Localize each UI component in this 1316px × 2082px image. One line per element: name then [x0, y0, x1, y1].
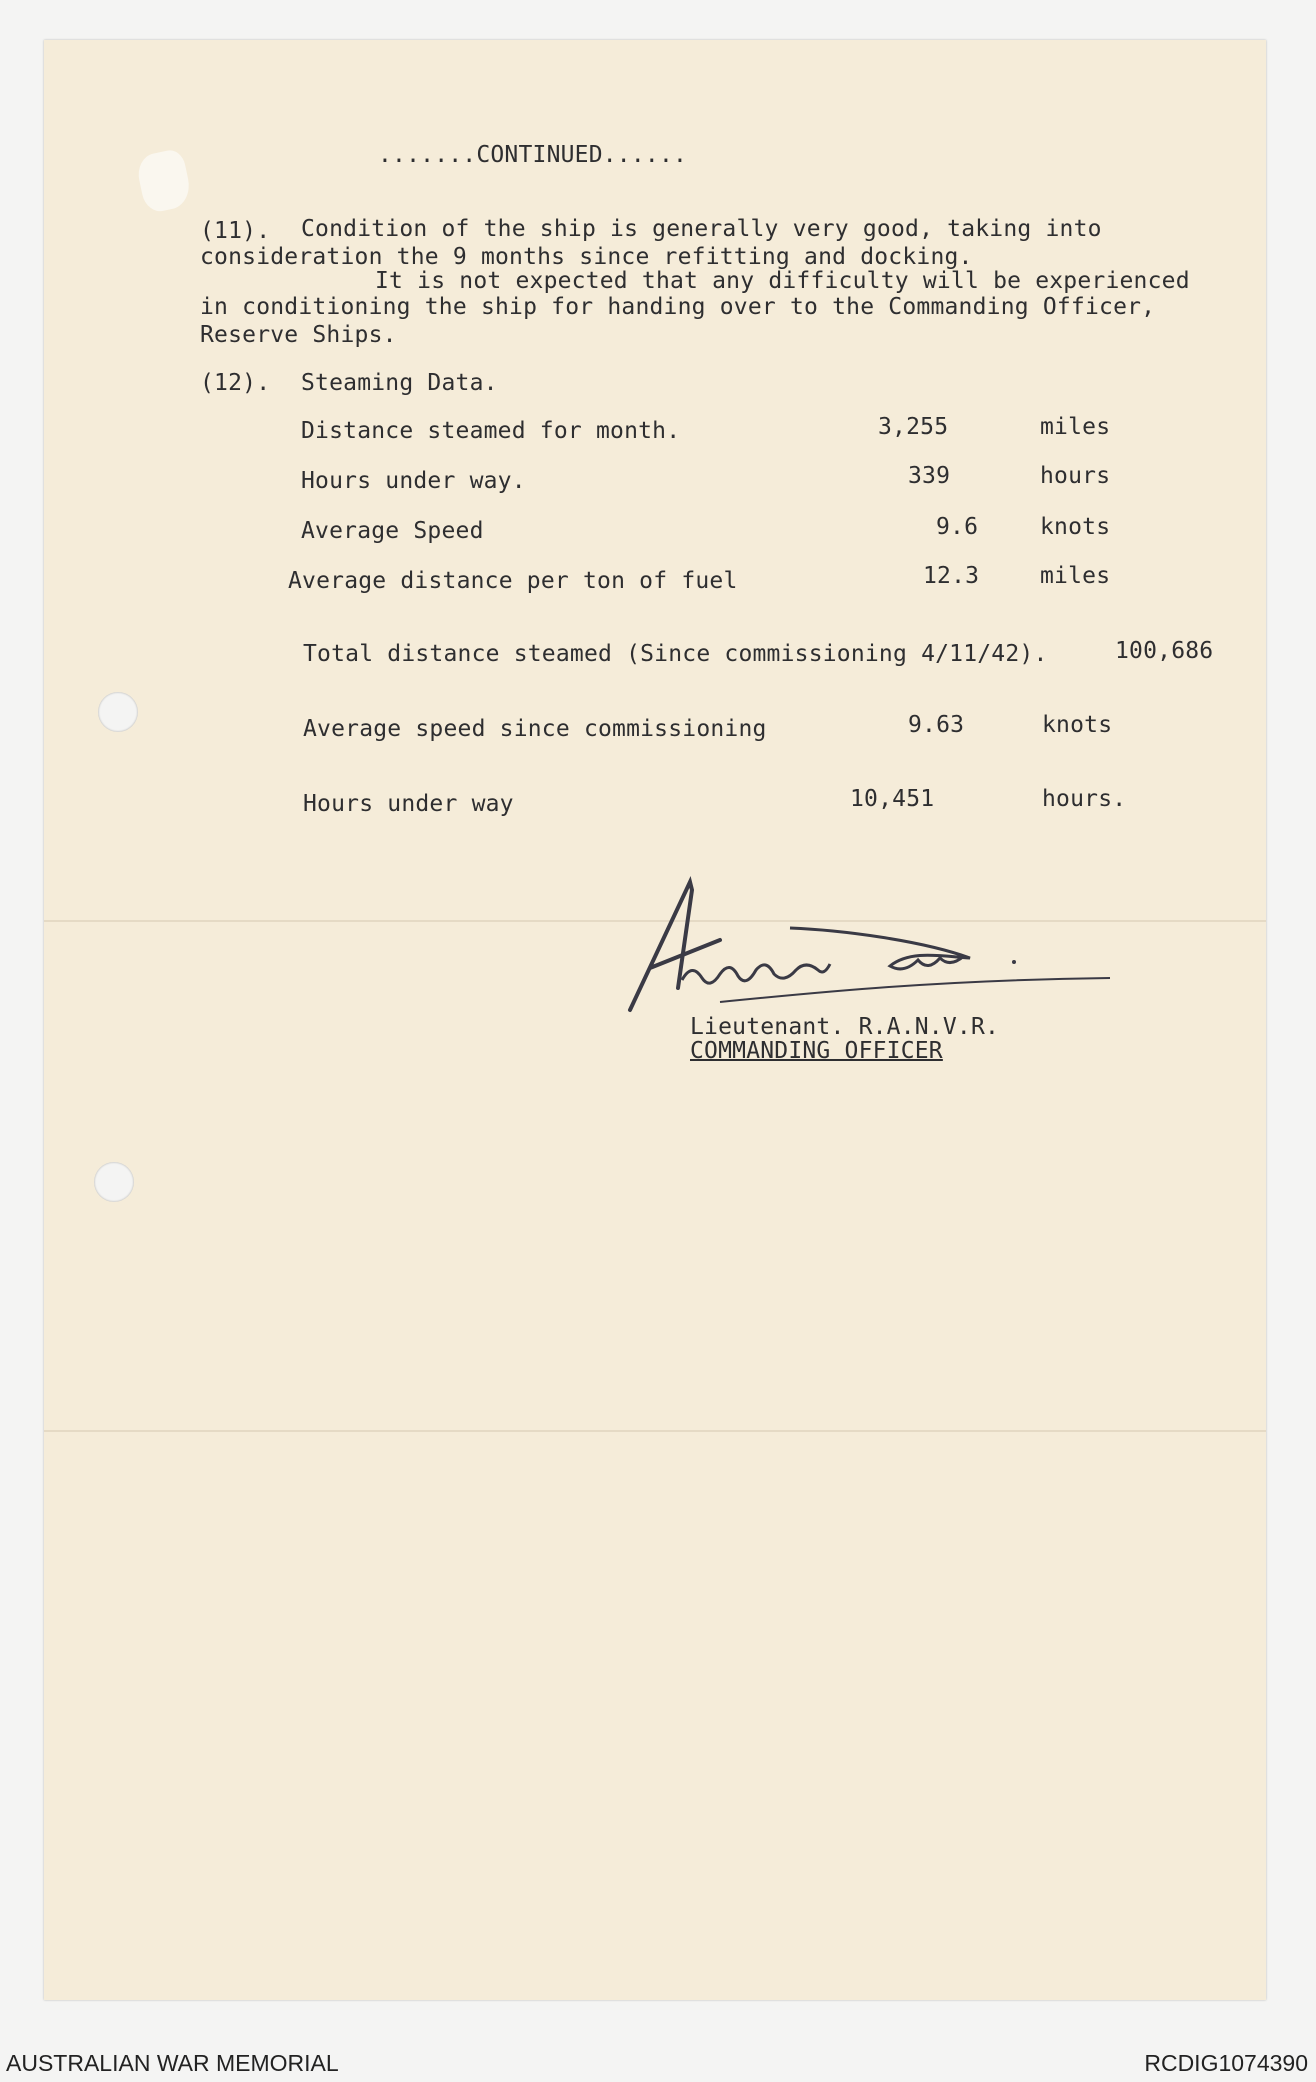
hours-total-unit: hours.: [1042, 786, 1127, 812]
punch-hole: [94, 1162, 134, 1202]
section-11-line: Condition of the ship is generally very good, taking into: [301, 216, 1102, 242]
row-label: Distance steamed for month.: [301, 418, 681, 444]
section-12-number: (12).: [200, 370, 271, 396]
punch-hole: [98, 692, 138, 732]
row-label: Average distance per ton of fuel: [288, 568, 738, 594]
avg-speed-unit: knots: [1042, 712, 1113, 738]
avg-speed-value: 9.63: [908, 712, 965, 738]
signatory-title: COMMANDING OFFICER: [690, 1038, 943, 1064]
total-distance-value: 100,686: [1115, 638, 1214, 664]
row-unit: knots: [1040, 514, 1111, 540]
hours-total-label: Hours under way: [303, 791, 514, 817]
row-label: Average Speed: [301, 518, 484, 544]
signature: [620, 870, 1120, 1020]
section-11-line: consideration the 9 months since refitting and docking.: [200, 244, 973, 270]
row-value: 9.6: [936, 514, 979, 540]
section-11-line: It is not expected that any difficulty will be experienced: [375, 268, 1190, 294]
continued-heading: .......CONTINUED......: [378, 142, 688, 168]
paper-tear: [134, 148, 193, 215]
row-unit: miles: [1040, 563, 1111, 589]
section-11-line: in conditioning the ship for handing over to the Commanding Officer,: [200, 294, 1156, 320]
fold-line: [44, 1430, 1266, 1432]
hours-total-value: 10,451: [850, 786, 935, 812]
row-unit: miles: [1040, 414, 1111, 440]
row-value: 339: [908, 463, 951, 489]
row-value: 12.3: [923, 563, 980, 589]
footer-right: RCDIG1074390: [1144, 2050, 1308, 2076]
footer-left: AUSTRALIAN WAR MEMORIAL: [6, 2050, 339, 2076]
section-12-title: Steaming Data.: [301, 370, 498, 396]
row-value: 3,255: [878, 414, 949, 440]
avg-speed-label: Average speed since commissioning: [303, 716, 767, 742]
total-distance-label: Total distance steamed (Since commissioning 4/11/42).: [303, 641, 1048, 667]
section-11-line: Reserve Ships.: [200, 322, 397, 348]
row-unit: hours: [1040, 463, 1111, 489]
section-11-number: (11).: [200, 218, 271, 244]
signatory-rank: Lieutenant. R.A.N.V.R.: [690, 1014, 1000, 1040]
row-label: Hours under way.: [301, 468, 526, 494]
